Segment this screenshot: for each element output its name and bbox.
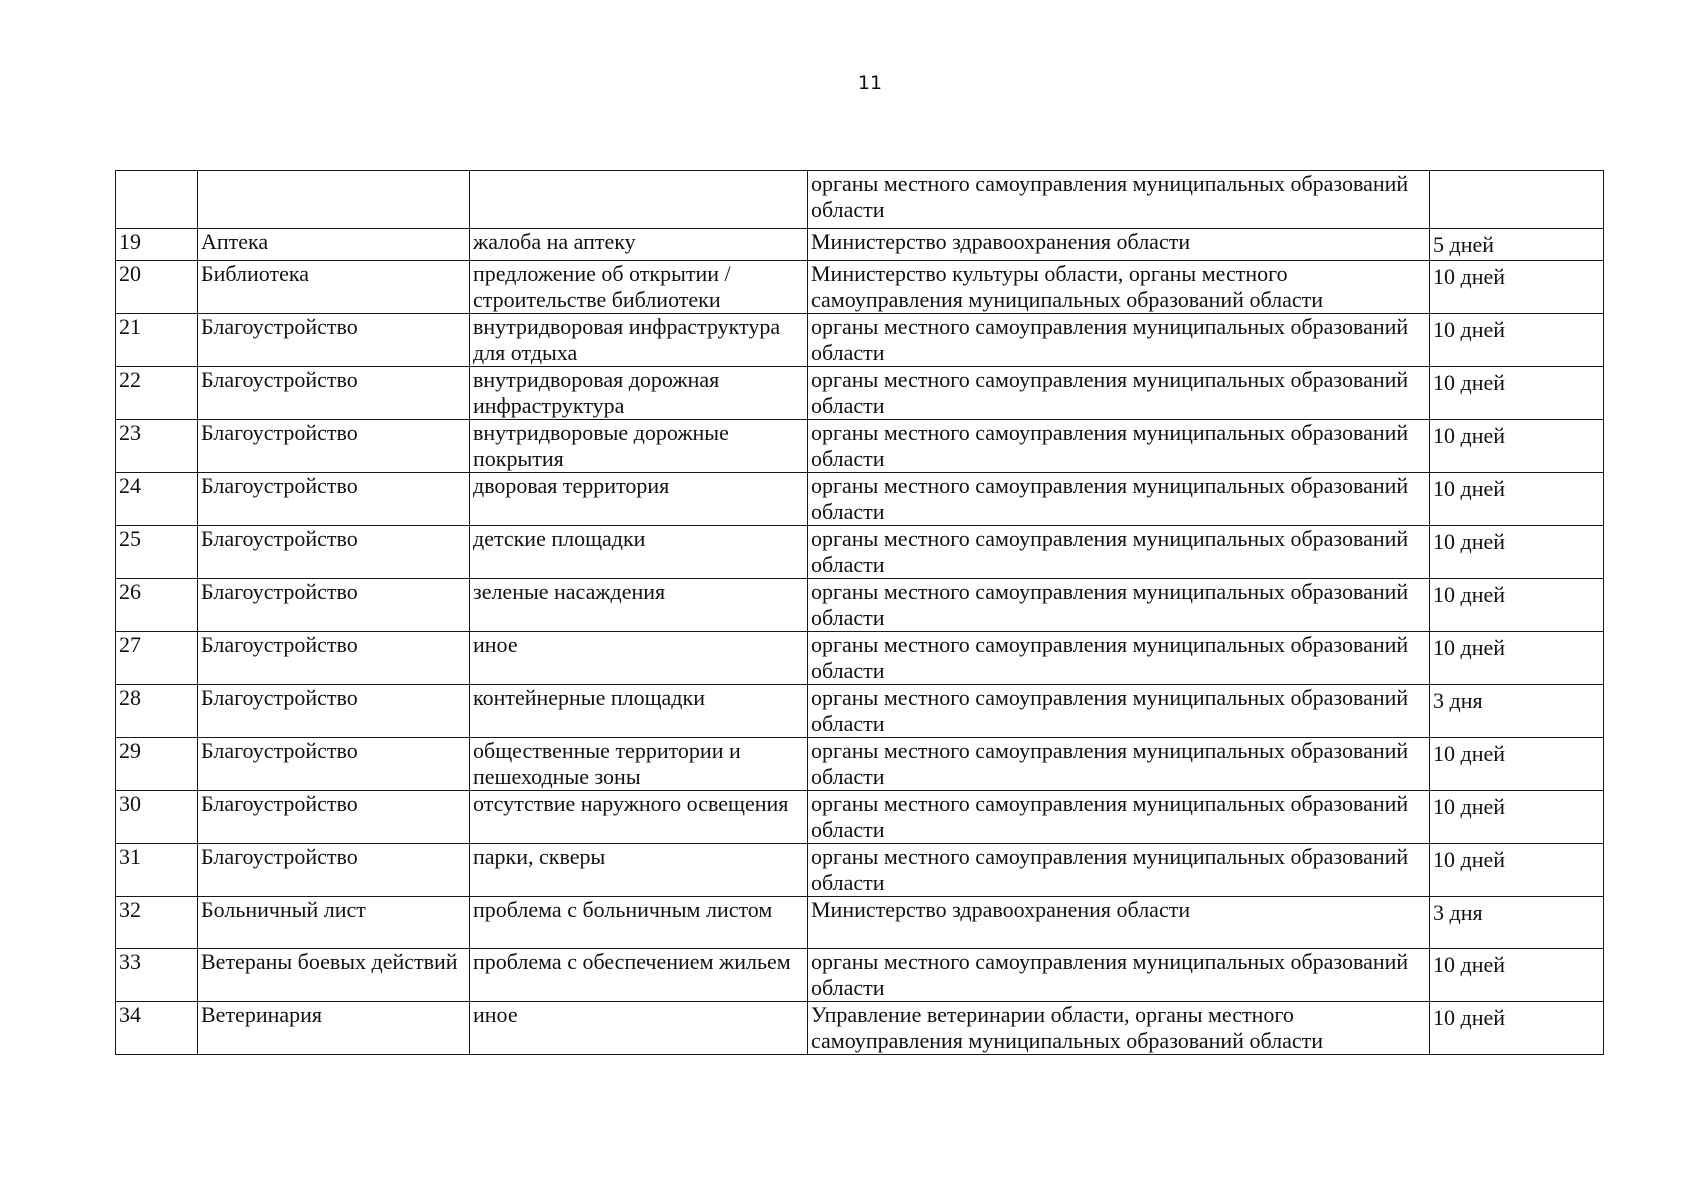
table-row [116,738,1604,791]
organization-cell: органы местного самоуправления муниципальных образований области [808,171,1430,229]
category-cell: Благоустройство [198,367,470,420]
table-row [116,1002,1604,1055]
organization-cell: органы местного самоуправления муниципальных образований области [808,685,1430,738]
table-row [116,949,1604,1002]
row-number-cell: 31 [116,844,198,897]
table-row [116,261,1604,314]
table-row [116,367,1604,420]
organization-cell: органы местного самоуправления муниципальных образований области [808,367,1430,420]
term-cell: 10 дней [1430,473,1604,526]
row-number-cell [116,171,198,229]
subject-cell: иное [470,632,808,685]
organization-cell: органы местного самоуправления муниципальных образований области [808,420,1430,473]
table-row [116,844,1604,897]
subject-cell: парки, скверы [470,844,808,897]
term-cell: 10 дней [1430,526,1604,579]
term-cell: 10 дней [1430,261,1604,314]
category-cell: Благоустройство [198,314,470,367]
row-number-cell: 26 [116,579,198,632]
term-cell: 3 дня [1430,897,1604,949]
category-cell [198,171,470,229]
category-cell: Благоустройство [198,632,470,685]
table-row [116,685,1604,738]
table-row [116,314,1604,367]
organization-cell: органы местного самоуправления муниципальных образований области [808,314,1430,367]
subject-cell: иное [470,1002,808,1055]
row-number-cell: 33 [116,949,198,1002]
subject-cell: проблема с больничным листом [470,897,808,949]
term-cell: 10 дней [1430,579,1604,632]
organization-cell: органы местного самоуправления муниципальных образований области [808,949,1430,1002]
row-number-cell: 21 [116,314,198,367]
organization-cell: органы местного самоуправления муниципальных образований области [808,473,1430,526]
category-cell: Ветеринария [198,1002,470,1055]
row-number-cell: 22 [116,367,198,420]
row-number-cell: 32 [116,897,198,949]
table-row [116,171,1604,229]
subject-cell: проблема с обеспечением жильем [470,949,808,1002]
term-cell: 3 дня [1430,685,1604,738]
organization-cell: органы местного самоуправления муниципальных образований области [808,579,1430,632]
subject-cell: внутридворовые дорожные покрытия [470,420,808,473]
term-cell: 10 дней [1430,791,1604,844]
term-cell [1430,171,1604,229]
subject-cell: внутридворовая дорожная инфраструктура [470,367,808,420]
row-number-cell: 24 [116,473,198,526]
row-number-cell: 28 [116,685,198,738]
category-cell: Благоустройство [198,791,470,844]
subject-cell: детские площадки [470,526,808,579]
term-cell: 10 дней [1430,1002,1604,1055]
term-cell: 10 дней [1430,738,1604,791]
subject-cell: дворовая территория [470,473,808,526]
row-number-cell: 25 [116,526,198,579]
organization-cell: Министерство культуры области, органы местного самоуправления муниципальных образований области [808,261,1430,314]
organization-cell: Министерство здравоохранения области [808,229,1430,261]
term-cell: 10 дней [1430,314,1604,367]
table-row [116,897,1604,949]
row-number-cell: 27 [116,632,198,685]
row-number-cell: 34 [116,1002,198,1055]
category-cell: Благоустройство [198,473,470,526]
category-cell: Благоустройство [198,526,470,579]
subject-cell: отсутствие наружного освещения [470,791,808,844]
organization-cell: Управление ветеринарии области, органы местного самоуправления муниципальных образований области [808,1002,1430,1055]
subject-cell: жалоба на аптеку [470,229,808,261]
subject-cell [470,171,808,229]
row-number-cell: 23 [116,420,198,473]
row-number-cell: 29 [116,738,198,791]
organization-cell: органы местного самоуправления муниципальных образований области [808,791,1430,844]
organization-cell: органы местного самоуправления муниципальных образований области [808,526,1430,579]
term-cell: 10 дней [1430,844,1604,897]
table-body [116,171,1604,1055]
table-row [116,229,1604,261]
category-cell: Библиотека [198,261,470,314]
subject-cell: предложение об открытии / строительстве библиотеки [470,261,808,314]
table-row [116,526,1604,579]
category-cell: Аптека [198,229,470,261]
category-cell: Благоустройство [198,685,470,738]
table-row [116,420,1604,473]
table-row [116,791,1604,844]
organization-cell: органы местного самоуправления муниципальных образований области [808,738,1430,791]
term-cell: 10 дней [1430,949,1604,1002]
term-cell: 10 дней [1430,367,1604,420]
category-cell: Благоустройство [198,738,470,791]
organization-cell: Министерство здравоохранения области [808,897,1430,949]
term-cell: 10 дней [1430,632,1604,685]
table-row [116,579,1604,632]
subject-cell: контейнерные площадки [470,685,808,738]
row-number-cell: 20 [116,261,198,314]
document-table [115,170,1604,1055]
table-row [116,473,1604,526]
page-number: 11 [857,72,883,94]
subject-cell: внутридворовая инфраструктура для отдыха [470,314,808,367]
row-number-cell: 30 [116,791,198,844]
category-cell: Ветераны боевых действий [198,949,470,1002]
subject-cell: общественные территории и пешеходные зоны [470,738,808,791]
term-cell: 5 дней [1430,229,1604,261]
category-cell: Благоустройство [198,579,470,632]
term-cell: 10 дней [1430,420,1604,473]
category-cell: Больничный лист [198,897,470,949]
organization-cell: органы местного самоуправления муниципальных образований области [808,844,1430,897]
subject-cell: зеленые насаждения [470,579,808,632]
row-number-cell: 19 [116,229,198,261]
category-cell: Благоустройство [198,420,470,473]
category-cell: Благоустройство [198,844,470,897]
table-row [116,632,1604,685]
organization-cell: органы местного самоуправления муниципальных образований области [808,632,1430,685]
